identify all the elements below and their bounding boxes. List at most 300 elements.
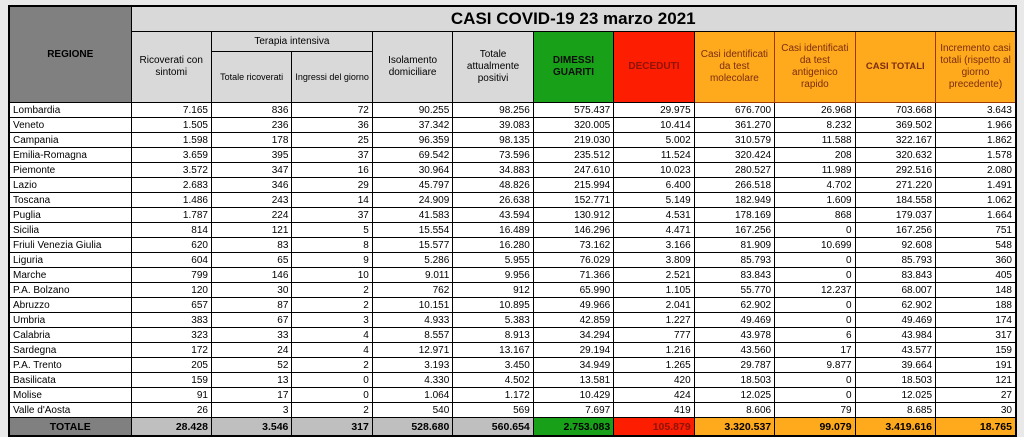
- value-cell: 868: [775, 208, 855, 223]
- col-header-casi-test-antigenico-rapido: Casi identificati da test antigenico rapido: [775, 32, 855, 103]
- value-cell: 8.606: [694, 403, 774, 418]
- value-cell: 1.505: [131, 118, 211, 133]
- table-row: [9, 238, 1016, 253]
- total-value-cell: 317: [292, 418, 372, 437]
- value-cell: 92.608: [855, 238, 935, 253]
- value-cell: 205: [131, 358, 211, 373]
- table-row: [9, 343, 1016, 358]
- value-cell: 320.005: [533, 118, 613, 133]
- value-cell: 146.296: [533, 223, 613, 238]
- value-cell: 120: [131, 283, 211, 298]
- region-cell: P.A. Bolzano: [9, 283, 131, 298]
- value-cell: 81.909: [694, 238, 774, 253]
- value-cell: 5.149: [614, 193, 694, 208]
- value-cell: 67: [211, 313, 291, 328]
- value-cell: 2: [292, 358, 372, 373]
- value-cell: 15.554: [372, 223, 452, 238]
- value-cell: 29: [292, 178, 372, 193]
- value-cell: 569: [453, 403, 533, 418]
- table-row: [9, 208, 1016, 223]
- value-cell: 5.955: [453, 253, 533, 268]
- region-cell: Sardegna: [9, 343, 131, 358]
- region-cell: Marche: [9, 268, 131, 283]
- value-cell: 83.843: [855, 268, 935, 283]
- region-cell: Abruzzo: [9, 298, 131, 313]
- value-cell: 4.531: [614, 208, 694, 223]
- group-header-terapia-intensiva: Terapia intensiva: [211, 32, 372, 52]
- value-cell: 620: [131, 238, 211, 253]
- value-cell: 2.041: [614, 298, 694, 313]
- table-row: [9, 298, 1016, 313]
- value-cell: 34.949: [533, 358, 613, 373]
- region-cell: Veneto: [9, 118, 131, 133]
- value-cell: 12.025: [694, 388, 774, 403]
- value-cell: 8.232: [775, 118, 855, 133]
- value-cell: 3.450: [453, 358, 533, 373]
- col-header-isolamento-domiciliare: Isolamento domiciliare: [372, 32, 452, 103]
- value-cell: 33: [211, 328, 291, 343]
- value-cell: 2: [292, 403, 372, 418]
- value-cell: 219.030: [533, 133, 613, 148]
- value-cell: 36: [292, 118, 372, 133]
- value-cell: 1.172: [453, 388, 533, 403]
- col-header-casi-test-molecolare: Casi identificati da test molecolare: [694, 32, 774, 103]
- value-cell: 37.342: [372, 118, 452, 133]
- value-cell: 0: [775, 373, 855, 388]
- value-cell: 178: [211, 133, 291, 148]
- value-cell: 174: [936, 313, 1016, 328]
- value-cell: 16: [292, 163, 372, 178]
- region-cell: P.A. Trento: [9, 358, 131, 373]
- value-cell: 419: [614, 403, 694, 418]
- value-cell: 751: [936, 223, 1016, 238]
- value-cell: 1.105: [614, 283, 694, 298]
- value-cell: 3.809: [614, 253, 694, 268]
- region-cell: Valle d'Aosta: [9, 403, 131, 418]
- value-cell: 0: [775, 223, 855, 238]
- value-cell: 836: [211, 103, 291, 118]
- value-cell: 247.610: [533, 163, 613, 178]
- table-row: [9, 268, 1016, 283]
- value-cell: 34.883: [453, 163, 533, 178]
- value-cell: 657: [131, 298, 211, 313]
- value-cell: 676.700: [694, 103, 774, 118]
- region-cell: Sicilia: [9, 223, 131, 238]
- value-cell: 12.025: [855, 388, 935, 403]
- value-cell: 10.151: [372, 298, 452, 313]
- value-cell: 62.902: [694, 298, 774, 313]
- table-row: [9, 118, 1016, 133]
- value-cell: 148: [936, 283, 1016, 298]
- value-cell: 1.486: [131, 193, 211, 208]
- value-cell: 8.913: [453, 328, 533, 343]
- value-cell: 91: [131, 388, 211, 403]
- value-cell: 39.664: [855, 358, 935, 373]
- value-cell: 7.697: [533, 403, 613, 418]
- value-cell: 0: [292, 373, 372, 388]
- value-cell: 347: [211, 163, 291, 178]
- value-cell: 29.975: [614, 103, 694, 118]
- value-cell: 16.489: [453, 223, 533, 238]
- value-cell: 369.502: [855, 118, 935, 133]
- value-cell: 548: [936, 238, 1016, 253]
- value-cell: 12.237: [775, 283, 855, 298]
- value-cell: 71.366: [533, 268, 613, 283]
- value-cell: 4.502: [453, 373, 533, 388]
- value-cell: 167.256: [694, 223, 774, 238]
- table-row: [9, 388, 1016, 403]
- value-cell: 0: [775, 388, 855, 403]
- value-cell: 17: [211, 388, 291, 403]
- value-cell: 0: [292, 388, 372, 403]
- table-title: CASI COVID-19 23 marzo 2021: [131, 6, 1016, 32]
- value-cell: 10.414: [614, 118, 694, 133]
- value-cell: 2.521: [614, 268, 694, 283]
- value-cell: 5.002: [614, 133, 694, 148]
- value-cell: 424: [614, 388, 694, 403]
- value-cell: 1.578: [936, 148, 1016, 163]
- value-cell: 4.702: [775, 178, 855, 193]
- value-cell: 5.383: [453, 313, 533, 328]
- table-body: [9, 103, 1016, 418]
- value-cell: 3.572: [131, 163, 211, 178]
- table-row: [9, 403, 1016, 418]
- value-cell: 1.664: [936, 208, 1016, 223]
- value-cell: 79: [775, 403, 855, 418]
- value-cell: 208: [775, 148, 855, 163]
- table-row: [9, 313, 1016, 328]
- total-value-cell: 99.079: [775, 418, 855, 437]
- value-cell: 49.469: [694, 313, 774, 328]
- value-cell: 10.429: [533, 388, 613, 403]
- value-cell: 912: [453, 283, 533, 298]
- value-cell: 0: [775, 298, 855, 313]
- value-cell: 5.286: [372, 253, 452, 268]
- value-cell: 3: [292, 313, 372, 328]
- value-cell: 178.169: [694, 208, 774, 223]
- region-cell: Campania: [9, 133, 131, 148]
- region-column-header: REGIONE: [9, 6, 131, 103]
- value-cell: 152.771: [533, 193, 613, 208]
- value-cell: 26.638: [453, 193, 533, 208]
- value-cell: 604: [131, 253, 211, 268]
- total-value-cell: 18.765: [936, 418, 1016, 437]
- value-cell: 799: [131, 268, 211, 283]
- value-cell: 48.826: [453, 178, 533, 193]
- value-cell: 76.029: [533, 253, 613, 268]
- value-cell: 16.280: [453, 238, 533, 253]
- value-cell: 1.787: [131, 208, 211, 223]
- value-cell: 3.166: [614, 238, 694, 253]
- value-cell: 29.787: [694, 358, 774, 373]
- value-cell: 159: [936, 343, 1016, 358]
- value-cell: 323: [131, 328, 211, 343]
- table-footer: [9, 418, 1016, 437]
- value-cell: 26.968: [775, 103, 855, 118]
- value-cell: 4: [292, 328, 372, 343]
- table-row: [9, 253, 1016, 268]
- total-value-cell: 3.546: [211, 418, 291, 437]
- value-cell: 10.895: [453, 298, 533, 313]
- value-cell: 52: [211, 358, 291, 373]
- value-cell: 182.949: [694, 193, 774, 208]
- region-cell: Liguria: [9, 253, 131, 268]
- value-cell: 37: [292, 148, 372, 163]
- value-cell: 98.256: [453, 103, 533, 118]
- total-value-cell: 2.753.083: [533, 418, 613, 437]
- value-cell: 10.699: [775, 238, 855, 253]
- value-cell: 17: [775, 343, 855, 358]
- value-cell: 41.583: [372, 208, 452, 223]
- value-cell: 55.770: [694, 283, 774, 298]
- total-value-cell: 528.680: [372, 418, 452, 437]
- value-cell: 65.990: [533, 283, 613, 298]
- region-cell: Toscana: [9, 193, 131, 208]
- value-cell: 13.581: [533, 373, 613, 388]
- value-cell: 18.503: [855, 373, 935, 388]
- region-cell: Calabria: [9, 328, 131, 343]
- value-cell: 15.577: [372, 238, 452, 253]
- value-cell: 7.165: [131, 103, 211, 118]
- region-cell: Umbria: [9, 313, 131, 328]
- value-cell: 98.135: [453, 133, 533, 148]
- value-cell: 85.793: [694, 253, 774, 268]
- value-cell: 34.294: [533, 328, 613, 343]
- value-cell: 0: [775, 253, 855, 268]
- table-row: [9, 223, 1016, 238]
- region-cell: Basilicata: [9, 373, 131, 388]
- value-cell: 24.909: [372, 193, 452, 208]
- value-cell: 179.037: [855, 208, 935, 223]
- value-cell: 2.080: [936, 163, 1016, 178]
- value-cell: 29.194: [533, 343, 613, 358]
- col-header-totale-attualmente-positivi: Totale attualmente positivi: [453, 32, 533, 103]
- value-cell: 49.469: [855, 313, 935, 328]
- value-cell: 236: [211, 118, 291, 133]
- value-cell: 83.843: [694, 268, 774, 283]
- col-header-casi-totali: CASI TOTALI: [855, 32, 935, 103]
- value-cell: 1.609: [775, 193, 855, 208]
- value-cell: 395: [211, 148, 291, 163]
- value-cell: 2.683: [131, 178, 211, 193]
- value-cell: 1.062: [936, 193, 1016, 208]
- value-cell: 5: [292, 223, 372, 238]
- table-row: [9, 373, 1016, 388]
- value-cell: 1.491: [936, 178, 1016, 193]
- value-cell: 310.579: [694, 133, 774, 148]
- value-cell: 6: [775, 328, 855, 343]
- total-value-cell: 560.654: [453, 418, 533, 437]
- total-value-cell: 3.320.537: [694, 418, 774, 437]
- value-cell: 0: [775, 313, 855, 328]
- value-cell: 4.471: [614, 223, 694, 238]
- value-cell: 361.270: [694, 118, 774, 133]
- value-cell: 317: [936, 328, 1016, 343]
- value-cell: 1.966: [936, 118, 1016, 133]
- value-cell: 271.220: [855, 178, 935, 193]
- value-cell: 703.668: [855, 103, 935, 118]
- value-cell: 83: [211, 238, 291, 253]
- value-cell: 3.659: [131, 148, 211, 163]
- value-cell: 172: [131, 343, 211, 358]
- region-cell: Lazio: [9, 178, 131, 193]
- value-cell: 346: [211, 178, 291, 193]
- value-cell: 10: [292, 268, 372, 283]
- value-cell: 188: [936, 298, 1016, 313]
- value-cell: 1.598: [131, 133, 211, 148]
- value-cell: 12.971: [372, 343, 452, 358]
- value-cell: 130.912: [533, 208, 613, 223]
- value-cell: 280.527: [694, 163, 774, 178]
- covid-cases-table: [8, 5, 1017, 437]
- value-cell: 320.424: [694, 148, 774, 163]
- value-cell: 73.162: [533, 238, 613, 253]
- value-cell: 43.560: [694, 343, 774, 358]
- value-cell: 43.978: [694, 328, 774, 343]
- value-cell: 540: [372, 403, 452, 418]
- value-cell: 405: [936, 268, 1016, 283]
- value-cell: 420: [614, 373, 694, 388]
- value-cell: 292.516: [855, 163, 935, 178]
- value-cell: 8.685: [855, 403, 935, 418]
- value-cell: 266.518: [694, 178, 774, 193]
- col-header-incremento-casi-totali: Incremento casi totali (rispetto al giorno precedente): [936, 32, 1016, 103]
- value-cell: 14: [292, 193, 372, 208]
- value-cell: 814: [131, 223, 211, 238]
- value-cell: 13.167: [453, 343, 533, 358]
- table-row: [9, 133, 1016, 148]
- value-cell: 9.956: [453, 268, 533, 283]
- table-row: [9, 358, 1016, 373]
- value-cell: 25: [292, 133, 372, 148]
- value-cell: 27: [936, 388, 1016, 403]
- table-row: [9, 163, 1016, 178]
- value-cell: 85.793: [855, 253, 935, 268]
- value-cell: 9.877: [775, 358, 855, 373]
- value-cell: 72: [292, 103, 372, 118]
- value-cell: 1.227: [614, 313, 694, 328]
- value-cell: 87: [211, 298, 291, 313]
- value-cell: 90.255: [372, 103, 452, 118]
- total-row: [9, 418, 1016, 437]
- value-cell: 360: [936, 253, 1016, 268]
- total-value-cell: 105.879: [614, 418, 694, 437]
- value-cell: 762: [372, 283, 452, 298]
- table-row: [9, 178, 1016, 193]
- col-header-ricoverati-con-sintomi: Ricoverati con sintomi: [131, 32, 211, 103]
- value-cell: 96.359: [372, 133, 452, 148]
- value-cell: 2: [292, 283, 372, 298]
- value-cell: 146: [211, 268, 291, 283]
- region-cell: Lombardia: [9, 103, 131, 118]
- region-cell: Piemonte: [9, 163, 131, 178]
- value-cell: 1.216: [614, 343, 694, 358]
- value-cell: 8.557: [372, 328, 452, 343]
- value-cell: 65: [211, 253, 291, 268]
- value-cell: 121: [211, 223, 291, 238]
- value-cell: 224: [211, 208, 291, 223]
- value-cell: 39.083: [453, 118, 533, 133]
- value-cell: 4.330: [372, 373, 452, 388]
- value-cell: 43.577: [855, 343, 935, 358]
- value-cell: 1.064: [372, 388, 452, 403]
- col-header-totale-ricoverati: Totale ricoverati: [211, 52, 291, 103]
- col-header-dimessi-guariti: DIMESSI GUARITI: [533, 32, 613, 103]
- value-cell: 1.265: [614, 358, 694, 373]
- value-cell: 777: [614, 328, 694, 343]
- value-cell: 9.011: [372, 268, 452, 283]
- region-cell: Emilia-Romagna: [9, 148, 131, 163]
- table-row: [9, 148, 1016, 163]
- value-cell: 43.984: [855, 328, 935, 343]
- value-cell: 30.964: [372, 163, 452, 178]
- col-header-ingressi-del-giorno: Ingressi del giorno: [292, 52, 372, 103]
- value-cell: 24: [211, 343, 291, 358]
- value-cell: 73.596: [453, 148, 533, 163]
- value-cell: 191: [936, 358, 1016, 373]
- value-cell: 235.512: [533, 148, 613, 163]
- value-cell: 6.400: [614, 178, 694, 193]
- value-cell: 0: [775, 268, 855, 283]
- value-cell: 3.643: [936, 103, 1016, 118]
- value-cell: 37: [292, 208, 372, 223]
- value-cell: 121: [936, 373, 1016, 388]
- value-cell: 159: [131, 373, 211, 388]
- value-cell: 69.542: [372, 148, 452, 163]
- value-cell: 243: [211, 193, 291, 208]
- covid-cases-table-container: [8, 5, 1017, 437]
- value-cell: 1.862: [936, 133, 1016, 148]
- table-row: [9, 328, 1016, 343]
- region-cell: Friuli Venezia Giulia: [9, 238, 131, 253]
- value-cell: 13: [211, 373, 291, 388]
- value-cell: 3.193: [372, 358, 452, 373]
- value-cell: 62.902: [855, 298, 935, 313]
- value-cell: 11.989: [775, 163, 855, 178]
- value-cell: 215.994: [533, 178, 613, 193]
- value-cell: 4.933: [372, 313, 452, 328]
- value-cell: 49.966: [533, 298, 613, 313]
- region-cell: Molise: [9, 388, 131, 403]
- total-label-cell: TOTALE: [9, 418, 131, 437]
- value-cell: 30: [936, 403, 1016, 418]
- value-cell: 2: [292, 298, 372, 313]
- value-cell: 18.503: [694, 373, 774, 388]
- value-cell: 26: [131, 403, 211, 418]
- value-cell: 320.632: [855, 148, 935, 163]
- value-cell: 30: [211, 283, 291, 298]
- value-cell: 8: [292, 238, 372, 253]
- value-cell: 42.859: [533, 313, 613, 328]
- value-cell: 383: [131, 313, 211, 328]
- value-cell: 184.558: [855, 193, 935, 208]
- table-row: [9, 193, 1016, 208]
- value-cell: 45.797: [372, 178, 452, 193]
- region-cell: Puglia: [9, 208, 131, 223]
- value-cell: 43.594: [453, 208, 533, 223]
- value-cell: 11.588: [775, 133, 855, 148]
- value-cell: 10.023: [614, 163, 694, 178]
- value-cell: 68.007: [855, 283, 935, 298]
- value-cell: 322.167: [855, 133, 935, 148]
- total-value-cell: 3.419.616: [855, 418, 935, 437]
- table-row: [9, 283, 1016, 298]
- value-cell: 167.256: [855, 223, 935, 238]
- table-row: [9, 103, 1016, 118]
- total-value-cell: 28.428: [131, 418, 211, 437]
- col-header-deceduti: DECEDUTI: [614, 32, 694, 103]
- value-cell: 3: [211, 403, 291, 418]
